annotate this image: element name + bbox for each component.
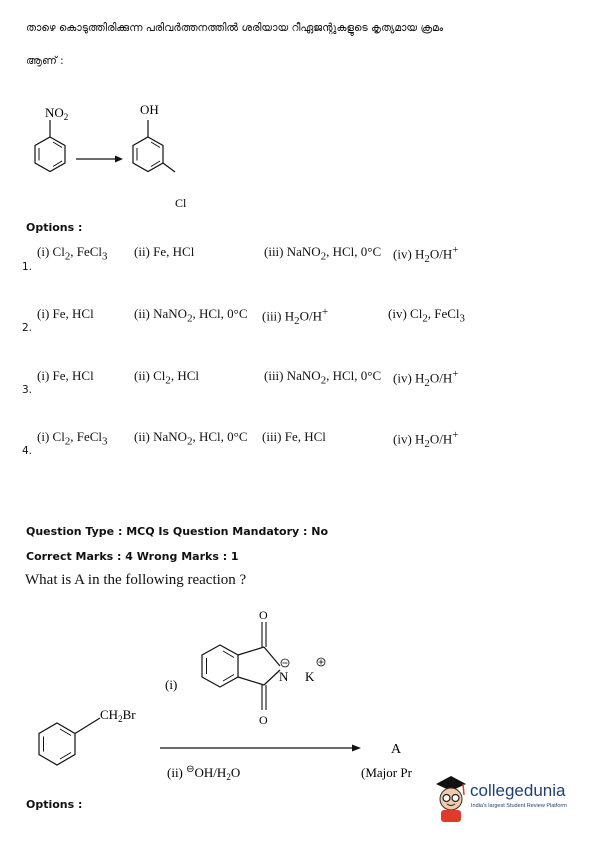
carbonyl-o-top: O — [259, 608, 268, 622]
nitro-label: $NO_2$ — [45, 105, 69, 122]
question1-text-line1: താഴെ കൊടുത്തിരിക്കുന്ന പരിവർത്തനത്തിൽ ശരിയായ റീഏജന്റുകളുടെ കൃത്യമായ ക്രമം — [26, 22, 444, 34]
option-3-reagent-3: (iii) NaNO$_2$, HCl, 0°C — [264, 368, 382, 387]
option-number: 3. — [22, 384, 33, 396]
option-3-reagent-2: (ii) $Cl_2$, HCl — [134, 368, 200, 387]
phthalimide-structure — [202, 622, 280, 710]
options-heading-1: Options : — [26, 221, 83, 234]
minus-charge-icon — [281, 659, 289, 667]
question-type-line: Question Type : MCQ Is Question Mandatory : No — [26, 525, 329, 538]
step-1-label: (i) — [165, 677, 178, 692]
option-2-reagent-1: (i) Fe, HCl — [37, 306, 94, 321]
collegedunia-logo[interactable] — [430, 772, 590, 824]
question2-text: What is A in the following reaction ? — [25, 572, 247, 588]
option-1-reagent-1: (i) $Cl_2$, FeCl$_3$ — [37, 244, 108, 263]
product-note-label: (Major Pr — [361, 765, 412, 780]
option-2-reagent-4: (iv) $Cl_2$, FeCl$_3$ — [388, 306, 465, 325]
marks-line: Correct Marks : 4 Wrong Marks : 1 — [26, 550, 239, 563]
reaction-scheme-1 — [20, 92, 220, 212]
option-2-reagent-3: (iii) $H_2O/H^+$ — [262, 306, 329, 327]
option-4-reagent-4: (iv) $H_2O/H^+$ — [393, 429, 459, 450]
option-4-reagent-2: (ii) NaNO$_2$, HCl, 0°C — [134, 429, 248, 448]
logo-brand-name: collegedunia — [470, 781, 566, 800]
chloro-label: Cl — [175, 196, 187, 210]
chlorophenol-structure — [133, 120, 175, 172]
hydroxyl-label: OH — [140, 102, 159, 117]
reaction-scheme-2 — [20, 600, 440, 795]
option-4-reagent-3: (iii) Fe, HCl — [262, 429, 326, 444]
option-3-reagent-4: (iv) $H_2O/H^+$ — [393, 368, 459, 389]
option-4-reagent-1: (i) $Cl_2$, FeCl$_3$ — [37, 429, 108, 448]
potassium-label: K — [305, 669, 315, 684]
carbonyl-o-bottom: O — [259, 713, 268, 727]
question1-text-line2: ആണ് : — [26, 55, 64, 67]
ch2br-label: $CH_2Br$ — [100, 707, 136, 724]
option-3-reagent-1: (i) Fe, HCl — [37, 368, 94, 383]
reaction-arrow-1 — [76, 156, 123, 163]
option-1-reagent-2: (ii) Fe, HCl — [134, 244, 195, 259]
nitrobenzene-structure — [35, 120, 65, 172]
benzyl-bromide-structure — [39, 718, 100, 765]
mascot-icon — [430, 772, 472, 824]
step-2-label: (ii) $^⊖OH/H_2O$ — [167, 764, 241, 782]
plus-charge-icon — [317, 658, 325, 666]
nitrogen-label: N — [279, 669, 289, 684]
option-number: 2. — [22, 322, 33, 334]
option-1-reagent-4: (iv) $H_2O/H^+$ — [393, 244, 459, 265]
option-1-reagent-3: (iii) NaNO$_2$, HCl, 0°C — [264, 244, 382, 263]
option-2-reagent-2: (ii) NaNO$_2$, HCl, 0°C — [134, 306, 248, 325]
reaction-arrow-2 — [160, 745, 361, 752]
logo-tagline: India's largest Student Review Platform — [471, 803, 567, 809]
option-number: 1. — [22, 261, 33, 273]
product-a-label: A — [391, 742, 402, 757]
option-number: 4. — [22, 445, 33, 457]
options-heading-2: Options : — [26, 798, 83, 811]
